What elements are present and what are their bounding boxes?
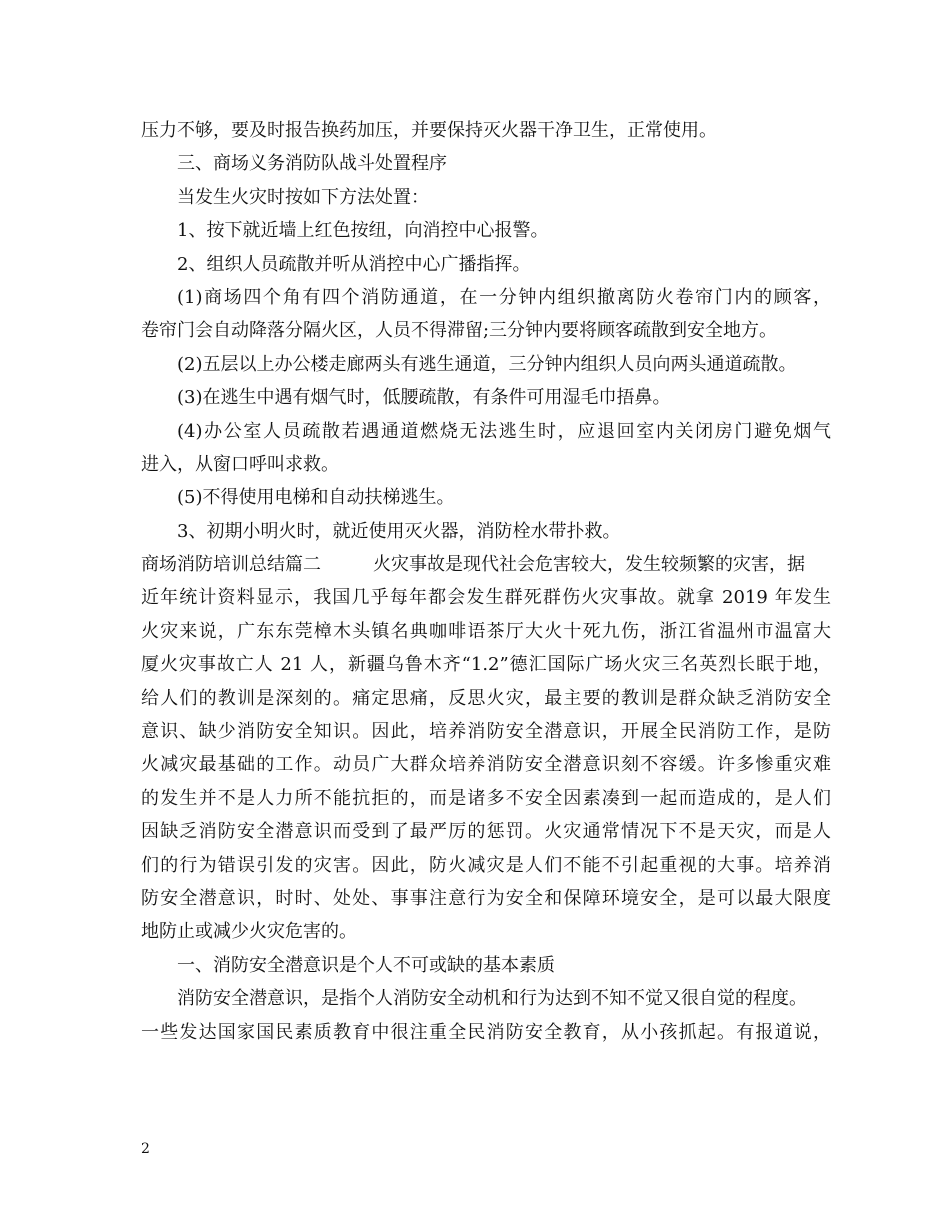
paragraph-block-1	[141, 114, 831, 548]
text-line: 防安全潜意识，时时、处处、事事注意行为安全和保障环境安全，是可以最大限度	[141, 887, 831, 909]
text-line: 意识、缺少消防安全知识。因此，培养消防安全潜意识，开展全民消防工作，是防	[141, 721, 831, 743]
text-line: (1)商场四个角有四个消防通道，在一分钟内组织撤离防火卷帘门内的顾客，	[177, 286, 831, 308]
text-line: 三、商场义务消防队战斗处置程序	[177, 153, 447, 175]
section-first-line: 火灾事故是现代社会危害较大，发生较频繁的灾害，据	[373, 554, 805, 576]
text-line: 卷帘门会自动降落分隔火区，人员不得滞留;三分钟内要将顾客疏散到安全地方。	[141, 320, 778, 342]
text-line: (5)不得使用电梯和自动扶梯逃生。	[177, 487, 455, 509]
text-line: 们的行为错误引发的灾害。因此，防火减灾是人们不能不引起重视的大事。培养消	[141, 854, 831, 876]
text-line: 压力不够，要及时报告换药加压，并要保持灭火器干净卫生，正常使用。	[141, 120, 717, 141]
text-line: 因缺乏消防安全潜意识而受到了最严厉的惩罚。火灾通常情况下不是天灾，而是人	[141, 821, 831, 843]
text-line: 进入，从窗口呼叫求救。	[141, 453, 339, 475]
document-body	[141, 114, 831, 1049]
text-line: 火灾来说，广东东莞樟木头镇名典咖啡语茶厅大火十死九伤，浙江省温州市温富大	[141, 620, 831, 642]
text-line: 给人们的教训是深刻的。痛定思痛，反思火灾，最主要的教训是群众缺乏消防安全	[141, 687, 831, 709]
text-line: 地防止或减少火灾危害的。	[141, 921, 357, 943]
text-line: 1、按下就近墙上红色按纽，向消控中心报警。	[177, 220, 549, 242]
text-line: (2)五层以上办公楼走廊两头有逃生通道，三分钟内组织人员向两头通道疏散。	[177, 353, 797, 375]
text-line: 厦火灾事故亡人 21 人，新疆乌鲁木齐“1.2”德汇国际广场火灾三名英烈长眠于地，	[141, 654, 831, 676]
text-line: 当发生火灾时按如下方法处置：	[177, 186, 429, 208]
section-heading-line	[141, 548, 831, 581]
text-line: 消防安全潜意识，是指个人消防安全动机和行为达到不知不觉又很自觉的程度。	[177, 988, 807, 1010]
paragraph-block-2	[141, 581, 831, 1048]
text-line: 火减灾最基础的工作。动员广大群众培养消防安全潜意识刻不容缓。许多惨重灾难	[141, 754, 831, 776]
text-line: 近年统计资料显示，我国几乎每年都会发生群死群伤火灾事故。就拿 2019 年发生	[141, 587, 831, 609]
text-line: (3)在逃生中遇有烟气时，低腰疏散，有条件可用湿毛巾捂鼻。	[177, 387, 671, 409]
text-line: 一、消防安全潜意识是个人不可或缺的基本素质	[177, 954, 555, 976]
text-line: 的发生并不是人力所不能抗拒的，而是诸多不安全因素凑到一起而造成的，是人们	[141, 787, 831, 809]
text-line: 2、组织人员疏散并听从消控中心广播指挥。	[177, 253, 531, 275]
text-line: 3、初期小明火时，就近使用灭火器，消防栓水带扑救。	[177, 520, 621, 542]
text-line: 一些发达国家国民素质教育中很注重全民消防安全教育，从小孩抓起。有报道说，	[141, 1021, 831, 1043]
text-line: (4)办公室人员疏散若遇通道燃烧无法逃生时，应退回室内关闭房门避免烟气	[177, 420, 831, 442]
section-heading: 商场消防培训总结篇二	[141, 554, 321, 576]
page-number: 2	[141, 1141, 150, 1157]
